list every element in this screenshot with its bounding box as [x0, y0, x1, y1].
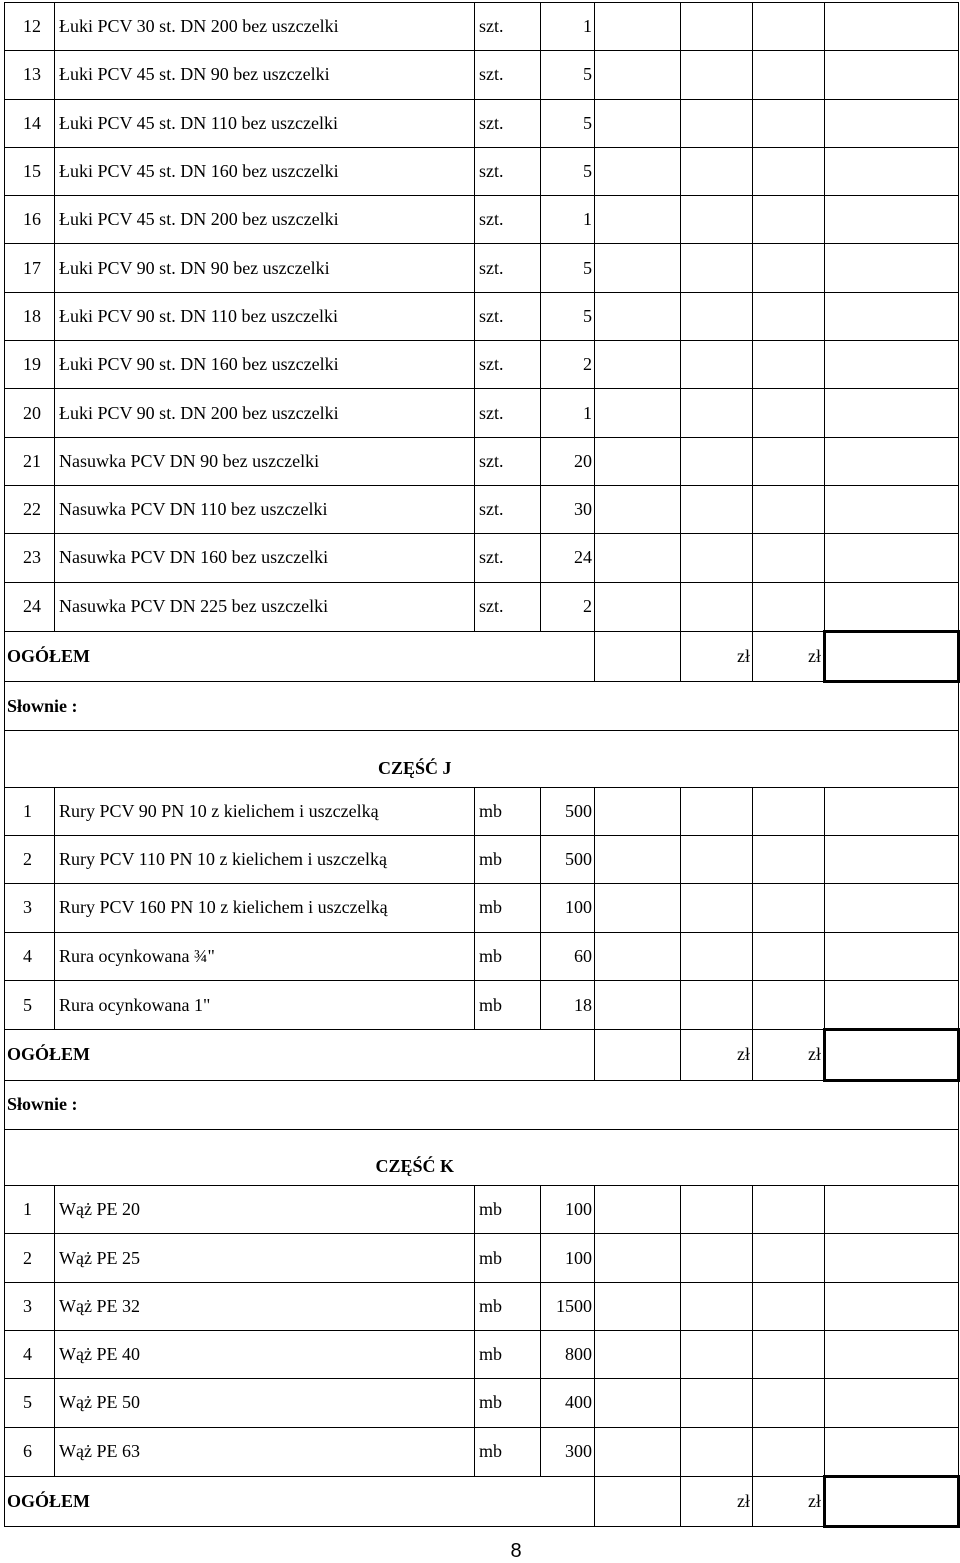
unit-price-cell	[595, 341, 681, 389]
item-name: Łuki PCV 90 st. DN 160 bez uszczelki	[55, 341, 475, 389]
total-remarks-box	[825, 631, 959, 681]
net-value-cell	[681, 51, 753, 99]
net-value-cell	[681, 437, 753, 485]
net-value-cell	[681, 99, 753, 147]
remarks-cell	[825, 437, 959, 485]
net-value-cell	[681, 787, 753, 835]
gross-value-cell	[753, 932, 825, 980]
item-name: Rury PCV 90 PN 10 z kielichem i uszczelką	[55, 787, 475, 835]
gross-value-cell	[753, 341, 825, 389]
remarks-cell	[825, 341, 959, 389]
remarks-cell	[825, 51, 959, 99]
unit-price-cell	[595, 534, 681, 582]
item-quantity: 100	[541, 1234, 595, 1282]
item-name: Łuki PCV 30 st. DN 200 bez uszczelki	[55, 3, 475, 51]
section-k-header-spacer	[825, 1129, 959, 1185]
remarks-cell	[825, 389, 959, 437]
item-unit: szt.	[475, 534, 541, 582]
unit-price-cell	[595, 1186, 681, 1234]
net-value-cell	[681, 980, 753, 1029]
unit-price-cell	[595, 787, 681, 835]
table-row	[5, 51, 959, 99]
section-k-header	[5, 1129, 959, 1185]
gross-value-cell	[753, 582, 825, 631]
row-number: 20	[5, 389, 55, 437]
gross-value-cell	[753, 437, 825, 485]
item-quantity: 1500	[541, 1282, 595, 1330]
item-unit: mb	[475, 1282, 541, 1330]
row-number: 21	[5, 437, 55, 485]
gross-value-cell	[753, 980, 825, 1029]
item-unit: szt.	[475, 3, 541, 51]
table-row	[5, 196, 959, 244]
item-name: Łuki PCV 45 st. DN 200 bez uszczelki	[55, 196, 475, 244]
row-number: 4	[5, 932, 55, 980]
net-value-cell	[681, 1379, 753, 1427]
item-quantity: 5	[541, 99, 595, 147]
item-quantity: 5	[541, 51, 595, 99]
net-value-cell	[681, 534, 753, 582]
total-remarks-box	[825, 1476, 959, 1526]
row-number: 3	[5, 1282, 55, 1330]
item-name: Wąż PE 25	[55, 1234, 475, 1282]
gross-value-cell	[753, 534, 825, 582]
net-value-cell	[681, 1282, 753, 1330]
net-value-cell	[681, 932, 753, 980]
total-spacer	[595, 1030, 681, 1080]
table-row	[5, 1234, 959, 1282]
gross-value-cell	[753, 3, 825, 51]
unit-price-cell	[595, 147, 681, 195]
table-row	[5, 534, 959, 582]
remarks-cell	[825, 534, 959, 582]
gross-value-cell	[753, 1427, 825, 1476]
item-name: Wąż PE 32	[55, 1282, 475, 1330]
section-j-header	[5, 731, 959, 787]
item-name: Nasuwka PCV DN 110 bez uszczelki	[55, 485, 475, 533]
total-spacer	[595, 631, 681, 681]
unit-price-cell	[595, 3, 681, 51]
amount-in-words-label: Słownie :	[5, 1080, 825, 1129]
remarks-cell	[825, 1186, 959, 1234]
table-row	[5, 1282, 959, 1330]
table-row	[5, 1186, 959, 1234]
table-row	[5, 1331, 959, 1379]
unit-price-cell	[595, 389, 681, 437]
item-unit: mb	[475, 1379, 541, 1427]
net-value-cell	[681, 196, 753, 244]
remarks-cell	[825, 196, 959, 244]
gross-value-cell	[753, 787, 825, 835]
item-name: Łuki PCV 90 st. DN 110 bez uszczelki	[55, 292, 475, 340]
item-name: Wąż PE 50	[55, 1379, 475, 1427]
row-number: 5	[5, 1379, 55, 1427]
item-name: Nasuwka PCV DN 225 bez uszczelki	[55, 582, 475, 631]
gross-value-cell	[753, 389, 825, 437]
gross-value-cell	[753, 836, 825, 884]
section-k-header-title: CZĘŚĆ K	[5, 1129, 825, 1185]
item-unit: szt.	[475, 582, 541, 631]
gross-value-cell	[753, 1379, 825, 1427]
item-name: Nasuwka PCV DN 160 bez uszczelki	[55, 534, 475, 582]
net-value-cell	[681, 244, 753, 292]
unit-price-cell	[595, 51, 681, 99]
total-net-currency: zł	[681, 1030, 753, 1080]
total-label: OGÓŁEM	[5, 1030, 595, 1080]
total-spacer	[595, 1476, 681, 1526]
total-gross-currency: zł	[753, 1476, 825, 1526]
item-unit: mb	[475, 1427, 541, 1476]
item-quantity: 30	[541, 485, 595, 533]
row-number: 14	[5, 99, 55, 147]
item-unit: mb	[475, 836, 541, 884]
item-unit: szt.	[475, 51, 541, 99]
row-number: 5	[5, 980, 55, 1029]
unit-price-cell	[595, 437, 681, 485]
row-number: 3	[5, 884, 55, 932]
table-row	[5, 980, 959, 1029]
item-unit: mb	[475, 1234, 541, 1282]
remarks-cell	[825, 884, 959, 932]
row-number: 24	[5, 582, 55, 631]
net-value-cell	[681, 292, 753, 340]
net-value-cell	[681, 836, 753, 884]
net-value-cell	[681, 1186, 753, 1234]
remarks-cell	[825, 980, 959, 1029]
item-unit: szt.	[475, 437, 541, 485]
table-row	[5, 836, 959, 884]
gross-value-cell	[753, 1186, 825, 1234]
item-unit: mb	[475, 884, 541, 932]
item-name: Nasuwka PCV DN 90 bez uszczelki	[55, 437, 475, 485]
item-quantity: 24	[541, 534, 595, 582]
item-quantity: 800	[541, 1331, 595, 1379]
gross-value-cell	[753, 196, 825, 244]
unit-price-cell	[595, 1331, 681, 1379]
table-row	[5, 292, 959, 340]
item-quantity: 5	[541, 147, 595, 195]
remarks-cell	[825, 932, 959, 980]
unit-price-cell	[595, 980, 681, 1029]
net-value-cell	[681, 485, 753, 533]
unit-price-cell	[595, 1427, 681, 1476]
item-quantity: 500	[541, 787, 595, 835]
section-j-header-spacer	[825, 731, 959, 787]
gross-value-cell	[753, 292, 825, 340]
item-unit: szt.	[475, 485, 541, 533]
net-value-cell	[681, 341, 753, 389]
item-unit: szt.	[475, 389, 541, 437]
item-unit: szt.	[475, 99, 541, 147]
remarks-cell	[825, 99, 959, 147]
table-row	[5, 437, 959, 485]
item-name: Łuki PCV 45 st. DN 160 bez uszczelki	[55, 147, 475, 195]
table-row	[5, 1427, 959, 1476]
net-value-cell	[681, 884, 753, 932]
remarks-cell	[825, 1234, 959, 1282]
unit-price-cell	[595, 485, 681, 533]
unit-price-cell	[595, 292, 681, 340]
row-number: 1	[5, 787, 55, 835]
table-row	[5, 147, 959, 195]
item-unit: mb	[475, 932, 541, 980]
row-number: 13	[5, 51, 55, 99]
row-number: 6	[5, 1427, 55, 1476]
item-quantity: 60	[541, 932, 595, 980]
item-name: Wąż PE 63	[55, 1427, 475, 1476]
gross-value-cell	[753, 485, 825, 533]
item-quantity: 100	[541, 1186, 595, 1234]
row-number: 2	[5, 1234, 55, 1282]
item-name: Wąż PE 20	[55, 1186, 475, 1234]
gross-value-cell	[753, 51, 825, 99]
item-name: Rura ocynkowana ¾"	[55, 932, 475, 980]
item-unit: mb	[475, 787, 541, 835]
row-number: 18	[5, 292, 55, 340]
item-quantity: 500	[541, 836, 595, 884]
item-quantity: 1	[541, 196, 595, 244]
item-name: Łuki PCV 45 st. DN 90 bez uszczelki	[55, 51, 475, 99]
table-row	[5, 485, 959, 533]
table-row	[5, 389, 959, 437]
unit-price-cell	[595, 1282, 681, 1330]
item-unit: szt.	[475, 341, 541, 389]
item-quantity: 400	[541, 1379, 595, 1427]
remarks-cell	[825, 1331, 959, 1379]
unit-price-cell	[595, 1379, 681, 1427]
remarks-cell	[825, 244, 959, 292]
net-value-cell	[681, 1427, 753, 1476]
unit-price-cell	[595, 884, 681, 932]
unit-price-cell	[595, 196, 681, 244]
gross-value-cell	[753, 147, 825, 195]
item-unit: mb	[475, 1331, 541, 1379]
remarks-cell	[825, 787, 959, 835]
total-label: OGÓŁEM	[5, 1476, 595, 1526]
item-name: Rury PCV 160 PN 10 z kielichem i uszczelką	[55, 884, 475, 932]
row-number: 12	[5, 3, 55, 51]
row-number: 23	[5, 534, 55, 582]
page-number: 8	[510, 1540, 522, 1562]
item-unit: szt.	[475, 244, 541, 292]
table-row	[5, 3, 959, 51]
net-value-cell	[681, 1331, 753, 1379]
amount-in-words-value	[825, 1080, 959, 1129]
total-net-currency: zł	[681, 631, 753, 681]
remarks-cell	[825, 836, 959, 884]
item-quantity: 18	[541, 980, 595, 1029]
item-quantity: 5	[541, 292, 595, 340]
item-unit: szt.	[475, 147, 541, 195]
gross-value-cell	[753, 1234, 825, 1282]
amount-in-words-value	[825, 682, 959, 731]
row-number: 19	[5, 341, 55, 389]
remarks-cell	[825, 582, 959, 631]
item-unit: mb	[475, 1186, 541, 1234]
gross-value-cell	[753, 1331, 825, 1379]
net-value-cell	[681, 389, 753, 437]
table-row	[5, 99, 959, 147]
unit-price-cell	[595, 932, 681, 980]
remarks-cell	[825, 485, 959, 533]
item-quantity: 300	[541, 1427, 595, 1476]
gross-value-cell	[753, 99, 825, 147]
net-value-cell	[681, 3, 753, 51]
net-value-cell	[681, 582, 753, 631]
item-name: Rura ocynkowana 1"	[55, 980, 475, 1029]
item-unit: szt.	[475, 292, 541, 340]
gross-value-cell	[753, 884, 825, 932]
item-unit: szt.	[475, 196, 541, 244]
item-name: Wąż PE 40	[55, 1331, 475, 1379]
remarks-cell	[825, 1379, 959, 1427]
item-quantity: 2	[541, 341, 595, 389]
price-table	[4, 2, 960, 1528]
item-name: Łuki PCV 45 st. DN 110 bez uszczelki	[55, 99, 475, 147]
table-row	[5, 244, 959, 292]
remarks-cell	[825, 292, 959, 340]
remarks-cell	[825, 147, 959, 195]
total-gross-currency: zł	[753, 631, 825, 681]
row-number: 2	[5, 836, 55, 884]
item-quantity: 1	[541, 3, 595, 51]
row-number: 16	[5, 196, 55, 244]
item-name: Łuki PCV 90 st. DN 90 bez uszczelki	[55, 244, 475, 292]
unit-price-cell	[595, 99, 681, 147]
amount-in-words-label: Słownie :	[5, 682, 825, 731]
gross-value-cell	[753, 1282, 825, 1330]
net-value-cell	[681, 1234, 753, 1282]
gross-value-cell	[753, 244, 825, 292]
net-value-cell	[681, 147, 753, 195]
row-number: 1	[5, 1186, 55, 1234]
amount-in-words-row	[5, 1080, 959, 1129]
unit-price-cell	[595, 582, 681, 631]
item-quantity: 5	[541, 244, 595, 292]
total-remarks-box	[825, 1030, 959, 1080]
item-quantity: 2	[541, 582, 595, 631]
row-number: 4	[5, 1331, 55, 1379]
item-unit: mb	[475, 980, 541, 1029]
table-row	[5, 341, 959, 389]
unit-price-cell	[595, 1234, 681, 1282]
table-row	[5, 932, 959, 980]
unit-price-cell	[595, 244, 681, 292]
row-number: 22	[5, 485, 55, 533]
remarks-cell	[825, 1282, 959, 1330]
table-row	[5, 1379, 959, 1427]
total-net-currency: zł	[681, 1476, 753, 1526]
item-name: Rury PCV 110 PN 10 z kielichem i uszczelką	[55, 836, 475, 884]
amount-in-words-row	[5, 682, 959, 731]
row-number: 15	[5, 147, 55, 195]
item-quantity: 100	[541, 884, 595, 932]
item-quantity: 1	[541, 389, 595, 437]
unit-price-cell	[595, 836, 681, 884]
row-number: 17	[5, 244, 55, 292]
table-row	[5, 884, 959, 932]
section-j-header-title: CZĘŚĆ J	[5, 731, 825, 787]
total-gross-currency: zł	[753, 1030, 825, 1080]
item-name: Łuki PCV 90 st. DN 200 bez uszczelki	[55, 389, 475, 437]
total-row	[5, 1030, 959, 1080]
remarks-cell	[825, 1427, 959, 1476]
total-label: OGÓŁEM	[5, 631, 595, 681]
total-row	[5, 631, 959, 681]
total-row	[5, 1476, 959, 1526]
table-row	[5, 787, 959, 835]
table-row	[5, 582, 959, 631]
item-quantity: 20	[541, 437, 595, 485]
remarks-cell	[825, 3, 959, 51]
